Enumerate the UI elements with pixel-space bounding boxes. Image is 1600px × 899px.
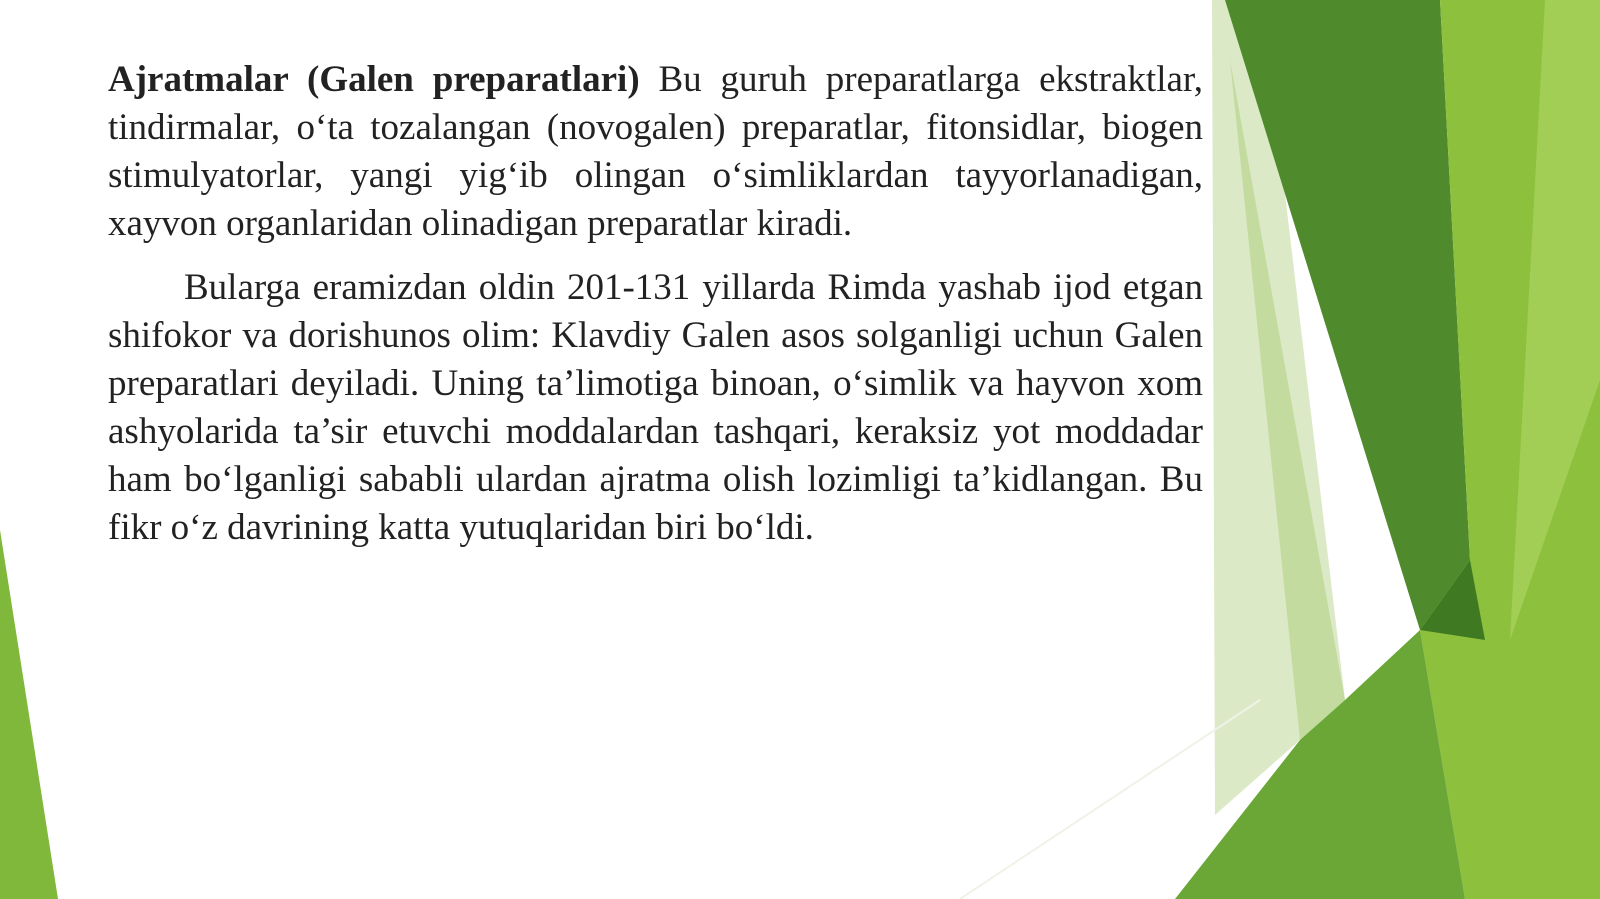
- left-green-triangle: [0, 530, 58, 899]
- paragraph-1: [108, 56, 1203, 248]
- content-text: [108, 56, 1203, 552]
- paragraph-1-text: Bu guruh preparatlarga ekstraktlar, tindirmalar, o‘ta tozalangan (novogalen) preparatlar, fitonsidlar, biogen stimulyatorlar, yangi yig‘ib olingan o‘simliklardan tayyorlanadigan, xayvon organlaridan olinadigan preparatlar kiradi.: [108, 59, 1203, 244]
- paragraph-1-bold-lead: Ajratmalar (Galen preparatlari): [108, 59, 640, 100]
- paragraph-2: Bularga eramizdan oldin 201-131 yillarda Rimda yashab ijod etgan shifokor va dorishunos olim: Klavdiy Galen asos solganligi uchun Galen preparatlari deyiladi. Uning ta’limotiga binoan, o‘simlik va hayvon xom ashyolarida ta’sir etuvchi moddalardan tashqari, keraksiz yot moddadar ham bo‘lganligi sababli ulardan ajratma olish lozimligi ta’kidlangan. Bu fikr o‘z davrining katta yutuqlaridan biri bo‘ldi.: [108, 267, 1203, 548]
